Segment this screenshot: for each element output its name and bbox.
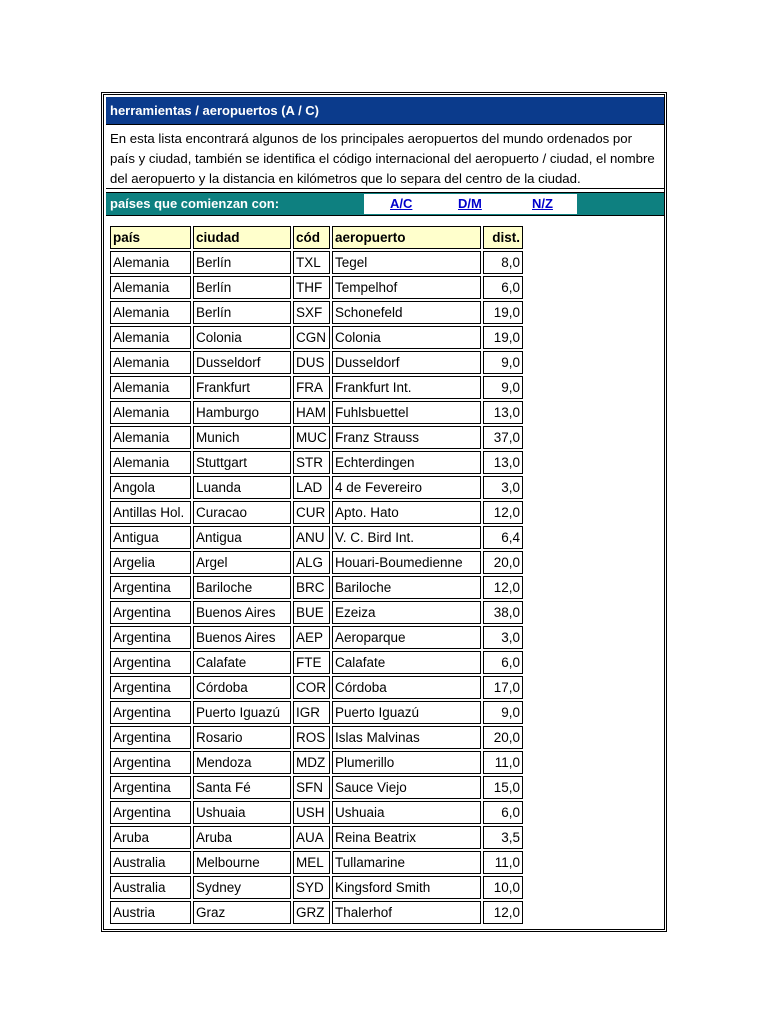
cell-country: Angola [110, 476, 191, 499]
cell-code: SYD [293, 876, 330, 899]
cell-airport: Echterdingen [332, 451, 481, 474]
cell-code: MEL [293, 851, 330, 874]
cell-airport: Schonefeld [332, 301, 481, 324]
table-row [110, 576, 523, 599]
column-header-distance: dist. [483, 226, 523, 249]
cell-distance: 6,0 [483, 801, 523, 824]
filter-label: países que comienzan con: [110, 196, 280, 211]
cell-distance: 13,0 [483, 401, 523, 424]
cell-code: MUC [293, 426, 330, 449]
intro-text: En esta lista encontrará algunos de los principales aeropuertos del mundo ordenados por país y ciudad, también se identifica el código internacional del aeropuerto / ciudad, el nombre del aeropuerto y la distancia en kilómetros que lo separa del centro de la ciudad. [106, 127, 664, 189]
cell-country: Australia [110, 851, 191, 874]
cell-code: HAM [293, 401, 330, 424]
table-row [110, 651, 523, 674]
filter-link-d-m[interactable]: D/M [458, 196, 482, 211]
column-header-city: ciudad [193, 226, 291, 249]
table-row [110, 501, 523, 524]
cell-country: Argentina [110, 701, 191, 724]
cell-city: Munich [193, 426, 291, 449]
cell-airport: Frankfurt Int. [332, 376, 481, 399]
cell-airport: Sauce Viejo [332, 776, 481, 799]
table-row [110, 401, 523, 424]
cell-airport: Ushuaia [332, 801, 481, 824]
cell-city: Colonia [193, 326, 291, 349]
cell-city: Hamburgo [193, 401, 291, 424]
cell-country: Argelia [110, 551, 191, 574]
table-row [110, 776, 523, 799]
cell-distance: 15,0 [483, 776, 523, 799]
cell-city: Dusseldorf [193, 351, 291, 374]
cell-country: Argentina [110, 626, 191, 649]
cell-city: Buenos Aires [193, 601, 291, 624]
cell-code: ANU [293, 526, 330, 549]
table-row [110, 551, 523, 574]
cell-airport: V. C. Bird Int. [332, 526, 481, 549]
cell-code: AUA [293, 826, 330, 849]
cell-city: Stuttgart [193, 451, 291, 474]
cell-country: Antigua [110, 526, 191, 549]
table-row [110, 801, 523, 824]
cell-country: Argentina [110, 726, 191, 749]
cell-distance: 19,0 [483, 326, 523, 349]
cell-distance: 10,0 [483, 876, 523, 899]
cell-distance: 38,0 [483, 601, 523, 624]
cell-distance: 20,0 [483, 726, 523, 749]
cell-airport: Ezeiza [332, 601, 481, 624]
cell-city: Melbourne [193, 851, 291, 874]
cell-country: Alemania [110, 276, 191, 299]
cell-country: Alemania [110, 351, 191, 374]
cell-code: LAD [293, 476, 330, 499]
cell-airport: Franz Strauss [332, 426, 481, 449]
cell-airport: Aeroparque [332, 626, 481, 649]
cell-city: Berlín [193, 276, 291, 299]
cell-city: Berlín [193, 301, 291, 324]
cell-country: Argentina [110, 651, 191, 674]
cell-city: Calafate [193, 651, 291, 674]
table-row [110, 376, 523, 399]
cell-airport: Kingsford Smith [332, 876, 481, 899]
cell-airport: Dusseldorf [332, 351, 481, 374]
cell-distance: 11,0 [483, 851, 523, 874]
airports-frame [101, 92, 667, 932]
cell-city: Puerto Iguazú [193, 701, 291, 724]
cell-airport: Córdoba [332, 676, 481, 699]
cell-airport: Tegel [332, 251, 481, 274]
cell-city: Argel [193, 551, 291, 574]
cell-city: Buenos Aires [193, 626, 291, 649]
cell-airport: 4 de Fevereiro [332, 476, 481, 499]
table-row [110, 676, 523, 699]
cell-country: Alemania [110, 401, 191, 424]
cell-airport: Bariloche [332, 576, 481, 599]
cell-distance: 17,0 [483, 676, 523, 699]
cell-city: Bariloche [193, 576, 291, 599]
cell-distance: 6,0 [483, 651, 523, 674]
cell-city: Sydney [193, 876, 291, 899]
cell-code: COR [293, 676, 330, 699]
cell-country: Argentina [110, 576, 191, 599]
cell-code: STR [293, 451, 330, 474]
cell-distance: 11,0 [483, 751, 523, 774]
cell-country: Austria [110, 901, 191, 924]
cell-code: DUS [293, 351, 330, 374]
table-row [110, 701, 523, 724]
cell-airport: Houari-Boumedienne [332, 551, 481, 574]
cell-country: Alemania [110, 326, 191, 349]
table-row [110, 876, 523, 899]
cell-distance: 8,0 [483, 251, 523, 274]
cell-code: BUE [293, 601, 330, 624]
filter-links [364, 194, 577, 214]
cell-distance: 9,0 [483, 701, 523, 724]
cell-code: TXL [293, 251, 330, 274]
column-header-country: país [110, 226, 191, 249]
cell-distance: 9,0 [483, 351, 523, 374]
cell-distance: 3,5 [483, 826, 523, 849]
cell-airport: Apto. Hato [332, 501, 481, 524]
cell-distance: 6,4 [483, 526, 523, 549]
table-row [110, 751, 523, 774]
cell-code: CGN [293, 326, 330, 349]
filter-link-n-z[interactable]: N/Z [532, 196, 553, 211]
cell-code: AEP [293, 626, 330, 649]
cell-airport: Islas Malvinas [332, 726, 481, 749]
cell-code: SFN [293, 776, 330, 799]
cell-city: Frankfurt [193, 376, 291, 399]
filter-bar [106, 192, 664, 216]
cell-city: Luanda [193, 476, 291, 499]
cell-airport: Puerto Iguazú [332, 701, 481, 724]
cell-code: GRZ [293, 901, 330, 924]
cell-code: SXF [293, 301, 330, 324]
cell-country: Argentina [110, 776, 191, 799]
cell-distance: 3,0 [483, 626, 523, 649]
cell-distance: 6,0 [483, 276, 523, 299]
cell-country: Antillas Hol. [110, 501, 191, 524]
cell-airport: Calafate [332, 651, 481, 674]
cell-country: Argentina [110, 801, 191, 824]
table-row [110, 326, 523, 349]
cell-city: Aruba [193, 826, 291, 849]
cell-country: Alemania [110, 451, 191, 474]
cell-distance: 37,0 [483, 426, 523, 449]
filter-link-a-c[interactable]: A/C [390, 196, 413, 211]
cell-code: ALG [293, 551, 330, 574]
airports-table [108, 224, 525, 926]
cell-distance: 12,0 [483, 501, 523, 524]
table-header-row [110, 226, 523, 249]
cell-code: CUR [293, 501, 330, 524]
cell-country: Aruba [110, 826, 191, 849]
table-row [110, 601, 523, 624]
cell-airport: Plumerillo [332, 751, 481, 774]
cell-city: Berlín [193, 251, 291, 274]
table-row [110, 301, 523, 324]
cell-city: Curacao [193, 501, 291, 524]
cell-country: Alemania [110, 376, 191, 399]
table-row [110, 351, 523, 374]
cell-code: THF [293, 276, 330, 299]
cell-distance: 3,0 [483, 476, 523, 499]
cell-airport: Colonia [332, 326, 481, 349]
cell-distance: 19,0 [483, 301, 523, 324]
cell-distance: 12,0 [483, 576, 523, 599]
cell-city: Antigua [193, 526, 291, 549]
cell-city: Rosario [193, 726, 291, 749]
cell-airport: Tempelhof [332, 276, 481, 299]
table-row [110, 276, 523, 299]
table-row [110, 476, 523, 499]
cell-city: Mendoza [193, 751, 291, 774]
cell-airport: Fuhlsbuettel [332, 401, 481, 424]
cell-country: Alemania [110, 301, 191, 324]
cell-distance: 9,0 [483, 376, 523, 399]
cell-country: Argentina [110, 601, 191, 624]
cell-code: ROS [293, 726, 330, 749]
cell-airport: Reina Beatrix [332, 826, 481, 849]
cell-airport: Tullamarine [332, 851, 481, 874]
cell-country: Alemania [110, 426, 191, 449]
cell-code: USH [293, 801, 330, 824]
table-row [110, 251, 523, 274]
table-row [110, 626, 523, 649]
cell-code: FRA [293, 376, 330, 399]
table-row [110, 726, 523, 749]
cell-country: Australia [110, 876, 191, 899]
table-row [110, 851, 523, 874]
cell-code: FTE [293, 651, 330, 674]
cell-city: Córdoba [193, 676, 291, 699]
cell-city: Graz [193, 901, 291, 924]
table-row [110, 526, 523, 549]
cell-code: IGR [293, 701, 330, 724]
table-body [110, 251, 523, 924]
cell-distance: 20,0 [483, 551, 523, 574]
page-title: herramientas / aeropuertos (A / C) [106, 97, 664, 125]
cell-city: Santa Fé [193, 776, 291, 799]
cell-country: Alemania [110, 251, 191, 274]
column-header-code: cód [293, 226, 330, 249]
cell-airport: Thalerhof [332, 901, 481, 924]
table-row [110, 426, 523, 449]
table-row [110, 826, 523, 849]
cell-distance: 12,0 [483, 901, 523, 924]
table-row [110, 451, 523, 474]
cell-distance: 13,0 [483, 451, 523, 474]
cell-country: Argentina [110, 751, 191, 774]
cell-city: Ushuaia [193, 801, 291, 824]
cell-country: Argentina [110, 676, 191, 699]
cell-code: MDZ [293, 751, 330, 774]
column-header-airport: aeropuerto [332, 226, 481, 249]
table-row [110, 901, 523, 924]
cell-code: BRC [293, 576, 330, 599]
